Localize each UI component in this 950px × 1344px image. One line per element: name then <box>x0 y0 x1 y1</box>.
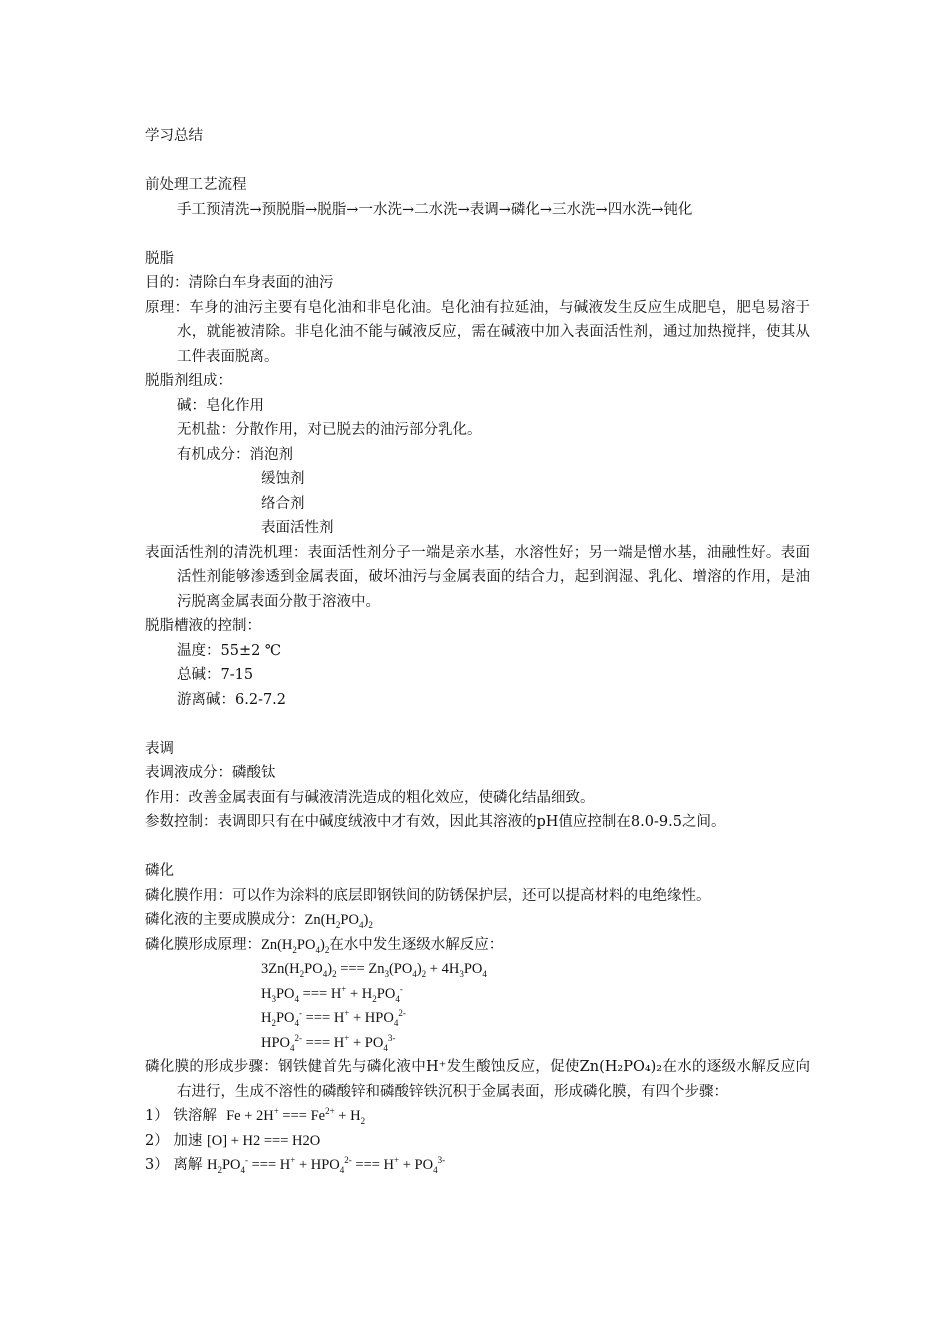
step-2-equation: [O] + H2 === H2O <box>206 1132 321 1149</box>
control-temperature: 温度：55±2 ℃ <box>177 642 282 659</box>
process-heading: 前处理工艺流程 <box>145 177 247 193</box>
main-component <box>145 908 810 933</box>
step-1-label: 1） 铁溶解 <box>145 1108 217 1124</box>
main-formula: $Zn(H_2PO_4)_2$ <box>304 912 373 930</box>
principle-label: 磷化膜形成原理： <box>145 936 261 953</box>
equation-4: $HPO_4^{2-}$ === $H^+ + PO_4^{3-}$ <box>261 1032 396 1053</box>
degrease-alkali: 碱：皂化作用 <box>177 397 264 414</box>
principle-formula: $Zn(H_2PO_4)_2$ <box>261 936 330 955</box>
step-2 <box>145 1129 810 1154</box>
degrease-inorganic: 无机盐：分散作用，对已脱去的油污部分乳化。 <box>177 422 482 438</box>
degrease-organic: 有机成分：消泡剂 <box>177 446 293 463</box>
formation-steps: 磷化膜的形成步骤：钢铁健首先与磷化液中H⁺发生酸蚀反应，促使Zn(H₂PO₄)₂在水的逐级水解反应向右进行，生成不溶性的磷酸锌和磷酸锌铁沉积于金属表面，形成磷化膜，有四个步骤： <box>145 1059 810 1100</box>
surface-component: 表调液成分：磷酸钛 <box>145 765 276 781</box>
degrease-purpose: 目的：清除白车身表面的油污 <box>145 275 334 291</box>
step-1-equation: Fe + 2H+ === $Fe^{2+} + H_2$ <box>226 1106 366 1126</box>
principle-line <box>145 933 810 958</box>
organic-item: 缓蚀剂 <box>261 471 305 487</box>
document-body <box>145 124 810 1178</box>
degrease-control-label: 脱脂槽液的控制： <box>145 618 261 634</box>
phosphating-heading: 磷化 <box>145 863 174 879</box>
organic-item: 络合剂 <box>261 495 305 512</box>
control-total-alkali: 总碱：7-15 <box>177 667 254 683</box>
surfactant-mechanism: 表面活性剂的清洗机理：表面活性剂分子一端是亲水基，水溶性好；另一端是憎水基，油融性好。表面活性剂能够渗透到金属表面，破坏油污与金属表面的结合力，起到润湿、乳化、增溶的作用，是油污脱离金属表面分散于溶液中。 <box>145 544 810 610</box>
step-3 <box>145 1153 810 1178</box>
organic-item: 表面活性剂 <box>261 520 334 536</box>
step-2-label: 2） 加速 <box>145 1132 203 1149</box>
degrease-principle: 原理：车身的油污主要有皂化油和非皂化油。皂化油有拉延油，与碱液发生反应生成肥皂，肥皂易溶于水，就能被清除。非皂化油不能与碱液反应，需在碱液中加入表面活性剂，通过加热搅拌，使其从工件表面脱离。 <box>145 299 810 365</box>
step-3-label: 3） 离解 <box>145 1157 203 1173</box>
control-free-alkali: 游离碱：6.2-7.2 <box>177 691 287 708</box>
surface-heading: 表调 <box>145 740 174 757</box>
degrease-heading: 脱脂 <box>145 250 174 267</box>
step-1 <box>145 1104 810 1129</box>
doc-title: 学习总结 <box>145 128 203 144</box>
surface-effect: 作用：改善金属表面有与碱液清洗造成的粗化效应，使磷化结晶细致。 <box>145 789 595 806</box>
equation-1: $3Zn(H_2PO_4)_2$ === $Zn_3(PO_4)_2 + 4H_3PO_4$ <box>261 961 487 979</box>
step-3-equation: $H_2PO_4^-$ === $H^+ + HPO_4^{2-}$ === $H^+ + PO_4^{3-}$ <box>206 1155 446 1175</box>
equation-2: $H_3PO_4$ === $H^+ + H_2PO_4^-$ <box>261 983 403 1004</box>
degrease-composition-label: 脱脂剂组成： <box>145 373 232 389</box>
main-component-label: 磷化液的主要成膜成分： <box>145 912 305 928</box>
equation-3: $H_2PO_4^-$ === $H^+ + HPO_4^{2-}$ <box>261 1008 406 1028</box>
principle-tail: 在水中发生逐级水解反应： <box>329 936 504 953</box>
process-flow: 手工预清洗→预脱脂→脱脂→一水洗→二水洗→表调→磷化→三水洗→四水洗→钝化 <box>177 201 693 218</box>
film-effect: 磷化膜作用：可以作为涂料的底层即钢铁间的防锈保护层，还可以提高材料的电绝缘性。 <box>145 887 711 904</box>
surface-param: 参数控制：表调即只有在中碱度绒液中才有效，因此其溶液的pH值应控制在8.0-9.5之间。 <box>145 814 726 830</box>
